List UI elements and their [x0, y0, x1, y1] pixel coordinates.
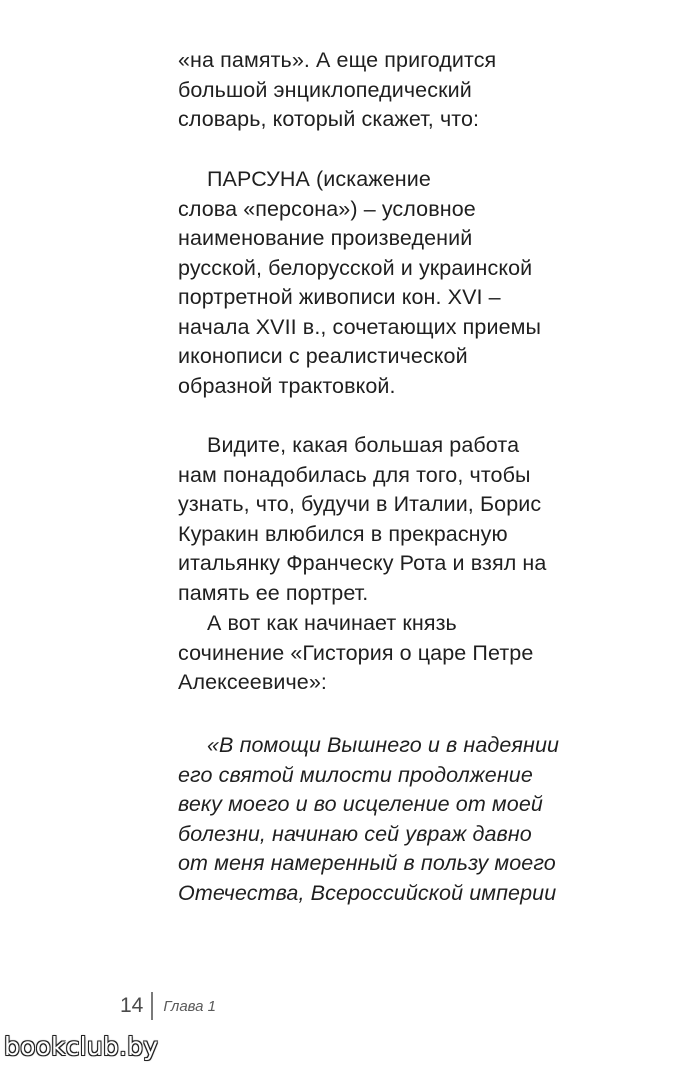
paragraph-seeing: [178, 431, 618, 608]
quote-line: «В помощи Вышнего и в надеянии: [207, 733, 560, 757]
paragraph-intro: [178, 46, 618, 135]
text-line: большой энциклопедический: [178, 77, 472, 102]
text-line: память ее портрет.: [178, 580, 369, 605]
page-number: 14: [120, 994, 144, 1017]
watermark: bookclub.by: [4, 1032, 159, 1061]
text-line: Алексеевиче»:: [178, 670, 327, 694]
text-line: слова «персона») – условное: [178, 196, 476, 221]
text-line: русской, белорусской и украинской: [178, 255, 533, 280]
paragraph-prince: [178, 609, 618, 698]
text-line: Видите, какая большая работа: [207, 433, 520, 457]
text-line: сочинение «Гистория о царе Петре: [178, 640, 534, 665]
text-line: Куракин влюбился в прекрасную: [178, 521, 508, 546]
text-line: начала XVII в., сочетающих приемы: [178, 314, 542, 339]
quote-line: Отечества, Всероссийской империи: [178, 880, 557, 905]
text-line: «на память». А еще пригодится: [178, 48, 497, 72]
quote-line: его святой милости продолжение: [178, 762, 533, 787]
text-line: иконописи с реалистической: [178, 344, 468, 368]
text-line: наименование произведений: [178, 226, 473, 250]
footer-divider: [151, 992, 153, 1020]
text-line: ПАРСУНА (искажение: [207, 167, 431, 191]
chapter-label: Глава 1: [163, 997, 217, 1015]
text-line: образной трактовкой.: [178, 373, 396, 398]
text-line: узнать, что, будучи в Италии, Борис: [178, 492, 542, 516]
quote-line: болезни, начинаю сей увраж давно: [178, 821, 532, 846]
text-line: портретной живописи кон. XVI –: [178, 285, 501, 309]
paragraph-quote: [178, 731, 618, 908]
text-line: А вот как начинает князь: [207, 611, 457, 635]
text-line: нам понадобилась для того, чтобы: [178, 462, 531, 487]
paragraph-definition: [178, 165, 618, 401]
page-footer: [120, 991, 216, 1021]
text-line: словарь, который скажет, что:: [178, 107, 480, 131]
quote-line: от меня намеренный в пользу моего: [178, 851, 556, 875]
quote-line: веку моего и во исцеление от моей: [178, 792, 543, 816]
text-line: итальянку Франческу Рота и взял на: [178, 551, 547, 575]
